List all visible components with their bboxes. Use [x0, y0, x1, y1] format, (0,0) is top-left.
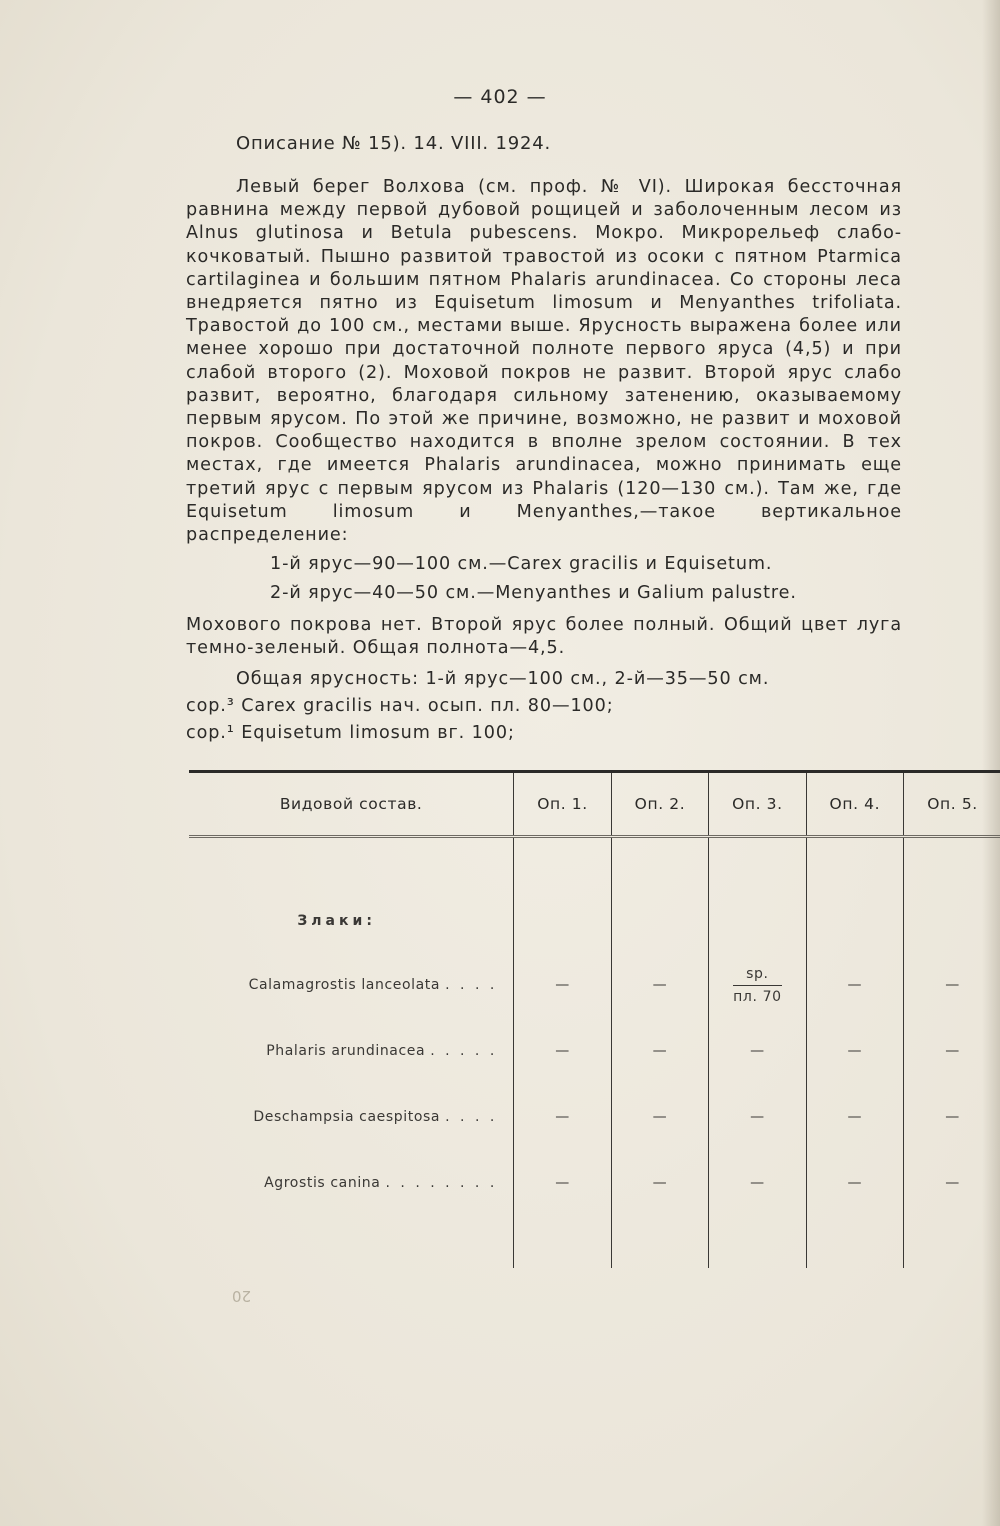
plot-2-cell: —	[611, 1018, 708, 1084]
table-header-row	[189, 772, 1000, 837]
species-name-cell	[189, 1150, 514, 1216]
species-composition-table	[189, 770, 1000, 1268]
tier-1-line: 1-й ярус—90—100 см.—Carex gracilis и Equisetum.	[270, 554, 773, 575]
main-paragraph: Левый берег Волхова (см. проф. № VI). Широкая бессточная равнина между первой дубовой рощицей и заболоченным лесом из Alnus glutinosa и Betula pubescens. Мокро. Микрорельеф слабо-кочковатый. Пышно развитой травостой из осоки с пятном Ptarmica cartilaginea и большим пятном Phalaris arundinacea. Со стороны леса внедряется пятно из Equisetum limosum и Menyanthes trifoliata. Травостой до 100 см., местами выше. Ярусность выражена более или менее хорошо при достаточной полноте первого яруса (4,5) и при слабой второго (2). Моховой покров не развит. Второй ярус слабо развит, вероятно, благодаря сильному затенению, оказываемому первым ярусом. По этой же причине, возможно, не развит и моховой покров. Сообщество находится в вполне зрелом состоянии. В тех местах, где имеется Phalaris arundinacea, можно принимать еще третий ярус с первым ярусом из Phalaris (120—130 см.). Там же, где Equisetum limosum и Menyanthes,—такое вертикальное распределение:	[186, 177, 902, 546]
spacer-cell	[709, 837, 806, 891]
spacer-cell	[904, 837, 1000, 891]
spacer-cell	[611, 837, 708, 891]
species-name: Phalaris arundinacea	[266, 1043, 426, 1059]
table-spacer-row	[189, 837, 1000, 891]
header-plot-1: Оп. 1.	[514, 772, 611, 837]
plot-2-cell: —	[611, 1150, 708, 1216]
table-row	[189, 1084, 1000, 1150]
spacer-cell	[514, 837, 611, 891]
empty-cell	[514, 890, 611, 952]
dot-leader: . . . . .	[430, 1043, 498, 1059]
plot-3-cell: —	[709, 1150, 806, 1216]
spacer-cell	[514, 1216, 611, 1268]
table-row	[189, 1018, 1000, 1084]
spacer-cell	[189, 1216, 514, 1268]
table-row	[189, 952, 1000, 1018]
table-group-row	[189, 890, 1000, 952]
cover-value: пл. 70	[733, 988, 782, 1005]
header-plot-5: Оп. 5.	[904, 772, 1000, 837]
header-plot-2: Оп. 2.	[611, 772, 708, 837]
plot-5-cell: —	[904, 952, 1000, 1018]
header-plot-4: Оп. 4.	[806, 772, 903, 837]
species-name-cell	[189, 952, 514, 1018]
plot-4-cell: —	[806, 1150, 903, 1216]
spacer-cell	[806, 1216, 903, 1268]
plot-3-cell: —	[709, 1084, 806, 1150]
species-name-cell	[189, 1018, 514, 1084]
spacer-cell	[189, 837, 514, 891]
plot-4-cell: —	[806, 952, 903, 1018]
species-name: Deschampsia caespitosa	[253, 1109, 441, 1125]
dot-leader: . . . .	[445, 977, 498, 993]
abundance-fraction	[733, 965, 781, 1006]
moss-paragraph: Мохового покрова нет. Второй ярус более полный. Общий цвет луга темно-зеленый. Общая полнота—4,5.	[186, 614, 902, 658]
tier-2-line: 2-й ярус—40—50 см.—Menyanthes и Galium palustre.	[270, 583, 797, 604]
species-name: Agrostis canina	[264, 1175, 381, 1191]
plot-2-cell: —	[611, 1084, 708, 1150]
plot-5-cell: —	[904, 1084, 1000, 1150]
plot-1-cell: —	[514, 1084, 611, 1150]
plot-5-cell: —	[904, 1150, 1000, 1216]
group-label-grasses: Злаки:	[297, 913, 376, 929]
plot-3-cell	[709, 952, 806, 1018]
abundance-value: sp.	[733, 965, 781, 986]
dot-leader: . . . .	[445, 1109, 498, 1125]
dot-leader: . . . . . . . .	[385, 1175, 498, 1191]
header-species-composition: Видовой состав.	[189, 772, 514, 837]
spacer-cell	[709, 1216, 806, 1268]
header-plot-3: Оп. 3.	[709, 772, 806, 837]
show-through-mark: 20	[232, 1287, 252, 1305]
species-line-carex: cop.³ Carex gracilis нач. осып. пл. 80—100;	[186, 696, 614, 717]
spacer-cell	[611, 1216, 708, 1268]
spacer-cell	[806, 837, 903, 891]
overall-tiers-line: Общая ярусность: 1-й ярус—100 см., 2-й—35—50 см.	[236, 669, 770, 690]
plot-4-cell: —	[806, 1018, 903, 1084]
species-line-equisetum: cop.¹ Equisetum limosum вг. 100;	[186, 723, 515, 744]
plot-1-cell: —	[514, 1150, 611, 1216]
description-heading: Описание № 15). 14. VIII. 1924.	[236, 133, 551, 154]
table-spacer-row	[189, 1216, 1000, 1268]
spacer-cell	[904, 1216, 1000, 1268]
empty-cell	[806, 890, 903, 952]
empty-cell	[611, 890, 708, 952]
plot-1-cell: —	[514, 1018, 611, 1084]
page-number: — 402 —	[453, 86, 547, 108]
empty-cell	[709, 890, 806, 952]
plot-2-cell: —	[611, 952, 708, 1018]
species-name-cell	[189, 1084, 514, 1150]
species-name: Calamagrostis lanceolata	[248, 977, 441, 993]
plot-1-cell: —	[514, 952, 611, 1018]
description-body	[186, 176, 902, 746]
table-row	[189, 1150, 1000, 1216]
page-edge-shadow	[982, 0, 1000, 1526]
plot-3-cell: —	[709, 1018, 806, 1084]
plot-4-cell: —	[806, 1084, 903, 1150]
empty-cell	[904, 890, 1000, 952]
plot-5-cell: —	[904, 1018, 1000, 1084]
